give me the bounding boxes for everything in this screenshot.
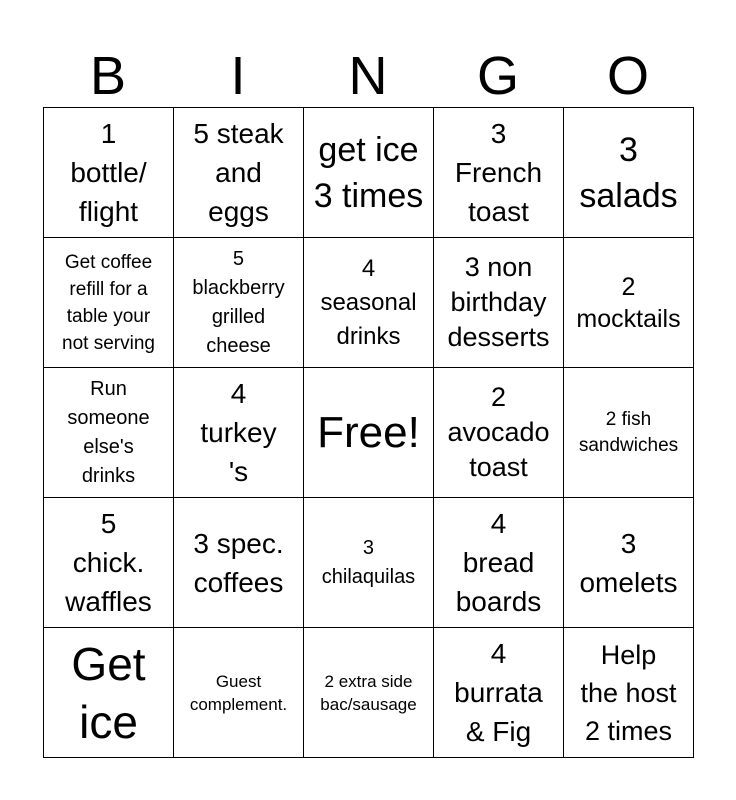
cell-label: Help the host 2 times <box>580 639 677 746</box>
cell-label: 2 fish sandwiches <box>578 408 679 456</box>
bingo-cell-r4-c5[interactable] <box>564 498 694 628</box>
header-letter-i: I <box>230 46 246 106</box>
bingo-grid <box>43 107 694 758</box>
cell-label: 3 omelets <box>579 527 678 598</box>
cell-label: Get ice <box>71 637 146 748</box>
cell-label: Run someone else's drinks <box>67 377 150 487</box>
cell-label: 2 extra side bac/sausage <box>320 671 417 714</box>
bingo-cell-r2-c1[interactable] <box>44 238 174 368</box>
cell-label: 3 salads <box>579 130 678 215</box>
bingo-cell-r1-c5[interactable] <box>564 108 694 238</box>
bingo-cell-r4-c4[interactable] <box>434 498 564 628</box>
header-letter-n: N <box>348 46 388 106</box>
bingo-cell-r2-c2[interactable] <box>174 238 304 368</box>
cell-label: 1 bottle/ flight <box>70 118 147 227</box>
bingo-cell-r4-c2[interactable] <box>174 498 304 628</box>
bingo-cell-r4-c1[interactable] <box>44 498 174 628</box>
bingo-cell-r5-c4[interactable] <box>434 628 564 758</box>
bingo-cell-r5-c2[interactable] <box>174 628 304 758</box>
header-letter-o: O <box>606 46 649 106</box>
cell-label: 5 blackberry grilled cheese <box>192 247 285 357</box>
cell-label: get ice 3 times <box>313 130 424 215</box>
bingo-cell-r2-c4[interactable] <box>434 238 564 368</box>
bingo-cell-r5-c3[interactable] <box>304 628 434 758</box>
bingo-cell-r1-c3[interactable] <box>304 108 434 238</box>
header-letter-b: B <box>89 46 127 106</box>
bingo-cell-r3-c4[interactable] <box>434 368 564 498</box>
cell-label: 4 burrata & Fig <box>454 638 543 747</box>
cell-label: 2 avocado toast <box>447 382 550 482</box>
cell-label: 2 mocktails <box>576 272 681 333</box>
cell-label: 3 French toast <box>454 118 543 227</box>
cell-label: 4 turkey 's <box>200 378 277 487</box>
bingo-cell-r1-c4[interactable] <box>434 108 564 238</box>
bingo-cell-r4-c3[interactable] <box>304 498 434 628</box>
free-space-label: Free! <box>317 407 420 457</box>
cell-label: 5 chick. waffles <box>65 508 152 617</box>
cell-label: 3 chilaquilas <box>321 536 416 588</box>
bingo-header <box>43 44 693 108</box>
bingo-cell-r2-c5[interactable] <box>564 238 694 368</box>
cell-label: 4 seasonal drinks <box>320 254 417 350</box>
cell-label: 3 spec. coffees <box>193 527 284 598</box>
bingo-cell-r1-c1[interactable] <box>44 108 174 238</box>
bingo-cell-r5-c1[interactable] <box>44 628 174 758</box>
cell-label: 4 bread boards <box>455 508 542 617</box>
cell-label: 5 steak and eggs <box>193 118 284 227</box>
cell-label: 3 non birthday desserts <box>447 252 550 352</box>
bingo-cell-r3-c2[interactable] <box>174 368 304 498</box>
bingo-cell-r5-c5[interactable] <box>564 628 694 758</box>
cell-label: Get coffee refill for a table your not serving <box>62 251 155 354</box>
bingo-cell-r1-c2[interactable] <box>174 108 304 238</box>
cell-label: Guest complement. <box>189 671 288 714</box>
free-space[interactable] <box>304 368 434 498</box>
header-letter-g: G <box>476 46 519 106</box>
bingo-cell-r3-c5[interactable] <box>564 368 694 498</box>
bingo-cell-r2-c3[interactable] <box>304 238 434 368</box>
bingo-cell-r3-c1[interactable] <box>44 368 174 498</box>
